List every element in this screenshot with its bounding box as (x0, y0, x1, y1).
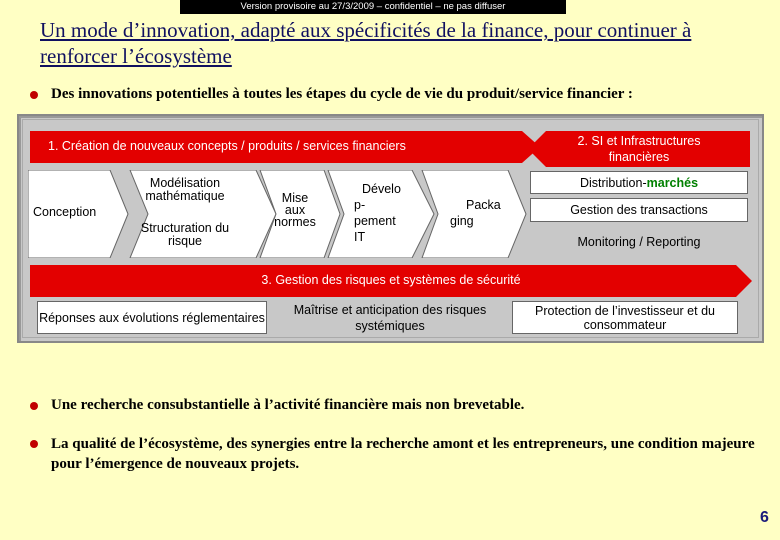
bullet-dot-2 (30, 402, 38, 410)
mise-aux-normes-label (266, 192, 324, 228)
arrow-2-label-line2: financières (608, 150, 670, 164)
modelisation-label: Modélisation mathématique (145, 176, 225, 203)
developpement-line1: Dévelo (362, 182, 401, 196)
page-title: Un mode d’innovation, adapté aux spécificités de la finance, pour continuer à renforcer l’écosystème (40, 18, 692, 68)
confidential-banner: Version provisoire au 27/3/2009 – confidentiel – ne pas diffuser (180, 0, 566, 14)
distribution-label: Distribution- (579, 175, 647, 190)
packaging-line2: ging (450, 214, 474, 228)
bullet-2-text: Une recherche consubstantielle à l’activité financière mais non brevetable. (51, 397, 525, 413)
arrow-3-label: 3. Gestion des risques et systèmes de sécurité (261, 273, 521, 287)
arrow-2-label-line1: 2. SI et Infrastructures (577, 134, 701, 148)
gestion-transactions-box: Gestion des transactions (530, 198, 748, 222)
bullet-dot-1 (30, 91, 38, 99)
reponses-box: Réponses aux évolutions réglementaires (37, 301, 267, 334)
structuration-label: Structuration du risque (140, 221, 230, 248)
bullet-1-text: Des innovations potentielles à toutes les étapes du cycle de vie du produit/service financier : (51, 86, 633, 102)
arrow-2-label (546, 133, 732, 165)
marches-label: marchés (646, 175, 699, 190)
conception-label: Conception (33, 205, 97, 219)
distribution-box (530, 171, 748, 194)
developpement-line3: pement (354, 214, 396, 228)
packaging-label (450, 197, 510, 229)
developpement-label (354, 181, 424, 245)
packaging-line1: Packa (466, 198, 501, 212)
monitoring-label: Monitoring / Reporting (577, 235, 701, 249)
mise-aux-normes-line2: aux (284, 203, 306, 217)
arrow-1-label: 1. Création de nouveaux concepts / produits / services financiers (48, 139, 406, 153)
bullet-dot-3 (30, 440, 38, 448)
developpement-line2: p- (354, 198, 366, 212)
developpement-line4: IT (354, 230, 366, 244)
bullet-3-text: La qualité de l’écosystème, des synergies entre la recherche amont et les entrepreneurs, une condition majeure pour l’émergence de nouveaux projets. (51, 436, 755, 472)
protection-box: Protection de l’investisseur et du consommateur (512, 301, 738, 334)
maitrise-label: Maîtrise et anticipation des risques systémiques (293, 303, 487, 333)
page-number: 6 (760, 509, 769, 526)
mise-aux-normes-line1: Mise (281, 191, 309, 205)
mise-aux-normes-line3: normes (274, 215, 316, 229)
